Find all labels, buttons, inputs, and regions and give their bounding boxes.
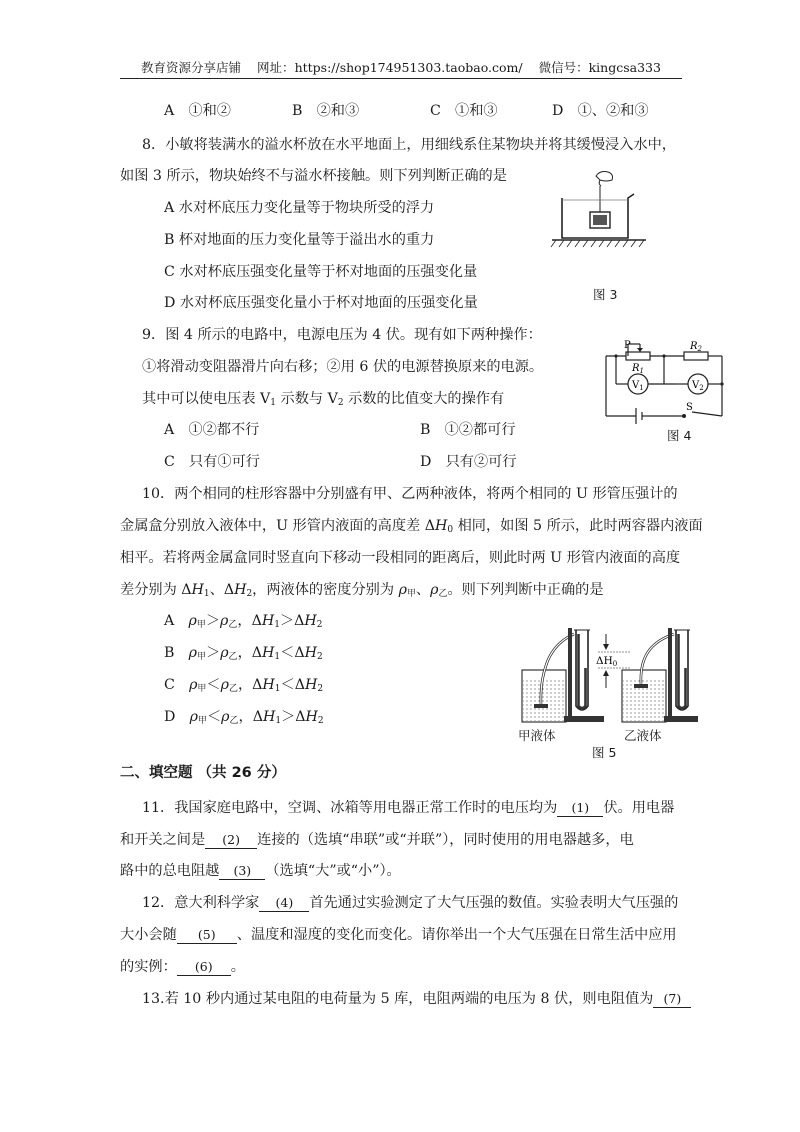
q10-option-d: D $\rho_甲<\rho_乙$，$\Delta H_1>\Delta H_2$ [164, 709, 324, 726]
label-s: S [686, 402, 693, 413]
label-v1: $V_1$ [632, 380, 644, 392]
q12-line3: 的实例： (6) 。 [120, 959, 245, 975]
label-v2: $V_2$ [692, 380, 704, 392]
q9-option-a: A ①②都不行 [164, 422, 260, 438]
blank-4[interactable]: (4) [259, 895, 309, 912]
q8-option-c: C 水对杯底压强变化量等于杯对地面的压强变化量 [164, 264, 478, 280]
q10-option-c: C $\rho_甲<\rho_乙$，$\Delta H_1<\Delta H_2$ [164, 677, 324, 694]
header-url: 网址：https://shop174951303.taobao.com/ [257, 60, 523, 75]
label-r1: $R_1$ [632, 363, 644, 375]
label-p: P [624, 340, 631, 351]
figure-5-caption: 图 5 [592, 745, 617, 760]
q11-line1: 11．我国家庭电路中，空调、冰箱等用电器正常工作时的电压均为 (1) 伏。用电器 [142, 800, 675, 816]
blank-3[interactable]: (3) [219, 863, 265, 880]
q7-option-a: A ①和② [164, 103, 231, 119]
figure-3 [548, 168, 650, 250]
q12-line2: 大小会随 (5) 、温度和湿度的变化而变化。请你举出一个大气压强在日常生活中应用 [120, 927, 677, 943]
q10-option-a: A $\rho_甲>\rho_乙$，$\Delta H_1>\Delta H_2$ [164, 613, 323, 630]
figure-5 [518, 620, 700, 726]
section-heading: 二、填空题 （共 26 分） [120, 765, 286, 781]
q12-line1: 12．意大利科学家 (4) 首先通过实验测定了大气压强的数值。实验表明大气压强的 [142, 895, 679, 911]
q9-line3: 其中可以使电压表 $V_1$ 示数与 $V_2$ 示数的比值变大的操作有 [142, 391, 505, 408]
q10-line2: 金属盒分别放入液体中，U 形管内液面的高度差 $\Delta H_0$ 相同，如图 5 所示，此时两容器内液面 [120, 518, 703, 535]
blank-6[interactable]: (6) [177, 959, 231, 976]
q10-line1: 10．两个相同的柱形容器中分别盛有甲、乙两种液体，将两个相同的 U 形管压强计的 [142, 486, 678, 502]
figure-3-caption: 图 3 [593, 287, 618, 302]
figure-5-label-left: 甲液体 [518, 728, 556, 743]
q13-line1: 13.若 10 秒内通过某电阻的电荷量为 5 库，电阻两端的电压为 8 伏，则电阻值为 (7) [142, 989, 691, 1009]
header-wechat: 微信号：kingcsa333 [538, 60, 661, 75]
blank-5[interactable]: (5) [177, 927, 237, 944]
q10-line3: 相平。若将两金属盒同时竖直向下移动一段相同的距离后，则此时两 U 形管内液面的高度 [120, 550, 681, 566]
figure-4-caption: 图 4 [667, 428, 692, 443]
label-delta-h0: ΔH0 [596, 655, 618, 668]
q11-line2: 和开关之间是 (2) 连接的（选填“串联”或“并联”），同时使用的用电器越多，电 [120, 832, 634, 848]
q8-option-d: D 水对杯底压强变化量小于杯对地面的压强变化量 [164, 295, 478, 311]
header-shop: 教育资源分享店铺 [141, 60, 242, 75]
label-r2: $R_2$ [690, 341, 702, 353]
q9-option-c: C 只有①可行 [164, 454, 260, 470]
q9-option-b: B ①②都可行 [420, 422, 516, 438]
figure-4-circuit [598, 338, 734, 424]
q9-option-d: D 只有②可行 [420, 454, 517, 470]
q8-line2: 如图 3 所示，物块始终不与溢水杯接触。则下列判断正确的是 [120, 168, 507, 184]
q11-line3: 路中的总电阻越 (3) （选填“大”或“小”）。 [120, 863, 401, 879]
page-header [120, 58, 682, 79]
q7-option-b: B ②和③ [292, 103, 360, 119]
blank-2[interactable]: (2) [205, 832, 257, 849]
q8-option-a: A 水对杯底压力变化量等于物块所受的浮力 [164, 200, 435, 216]
q10-line4: 差分别为 $\Delta H_1$、$\Delta H_2$，两液体的密度分别为 $\rho_甲$、$\rho_乙$。则下列判断中正确的是 [120, 582, 604, 599]
q8-line1: 8．小敏将装满水的溢水杯放在水平地面上，用细线系住某物块并将其缓慢浸入水中， [142, 137, 676, 153]
blank-7[interactable]: (7) [653, 991, 691, 1008]
q8-option-b: B 杯对地面的压力变化量等于溢出水的重力 [164, 232, 435, 248]
q9-line2: ①将滑动变阻器滑片向右移；②用 6 伏的电源替换原来的电源。 [142, 359, 544, 375]
q10-option-b: B $\rho_甲>\rho_乙$，$\Delta H_1<\Delta H_2$ [164, 645, 323, 662]
q7-option-c: C ①和③ [430, 103, 498, 119]
q7-option-d: D ①、②和③ [552, 103, 649, 119]
q9-line1: 9．图 4 所示的电路中，电源电压为 4 伏。现有如下两种操作： [142, 327, 542, 343]
blank-1[interactable]: (1) [557, 800, 603, 817]
figure-5-label-right: 乙液体 [624, 728, 662, 743]
